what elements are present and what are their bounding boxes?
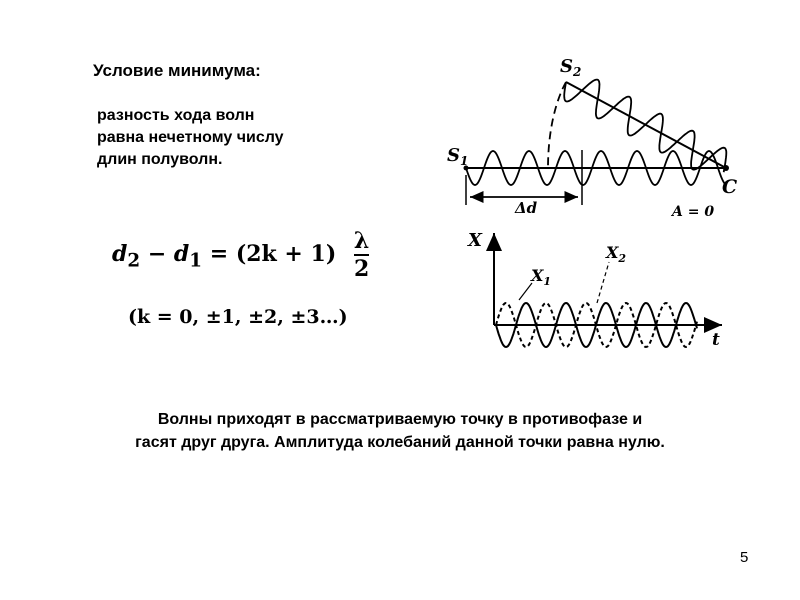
conclusion-line: гасят друг друга. Амплитуда колебаний данной точки равна нулю. [135, 434, 665, 451]
conclusion-text [40, 408, 760, 454]
c-label: C [722, 176, 738, 198]
condition-line: равна нечетному числу [97, 129, 284, 146]
s2-label: $S_2$ [560, 56, 582, 79]
minimum-formula: $d_2 - d_1 = (2k + 1)$ $\frac{\lambda}{2}$ [112, 228, 370, 282]
page-number: 5 [740, 549, 749, 566]
t-axis-label: t [712, 330, 720, 350]
conclusion-line: Волны приходят в рассматриваемую точку в противофазе и [157, 411, 643, 428]
s1-label: $S_1$ [447, 145, 469, 168]
amplitude-label: A = 0 [672, 204, 715, 220]
x2-label: $X_2$ [606, 243, 627, 265]
equal-path-arc [548, 82, 566, 168]
condition-line: длин полуволн. [97, 151, 223, 168]
x-axis-label: X [468, 230, 482, 251]
delta-d-label: Δd [515, 199, 538, 217]
point-c [723, 165, 729, 171]
condition-line: разность хода волн [97, 107, 255, 124]
k-range: (k = 0, ±1, ±2, ±3…) [128, 306, 348, 328]
lambda-half-fraction: $\frac{\lambda}{2}$ [353, 228, 370, 282]
x1-label: $X_1$ [531, 266, 552, 288]
slide-title: Условие минимума: [93, 61, 261, 80]
